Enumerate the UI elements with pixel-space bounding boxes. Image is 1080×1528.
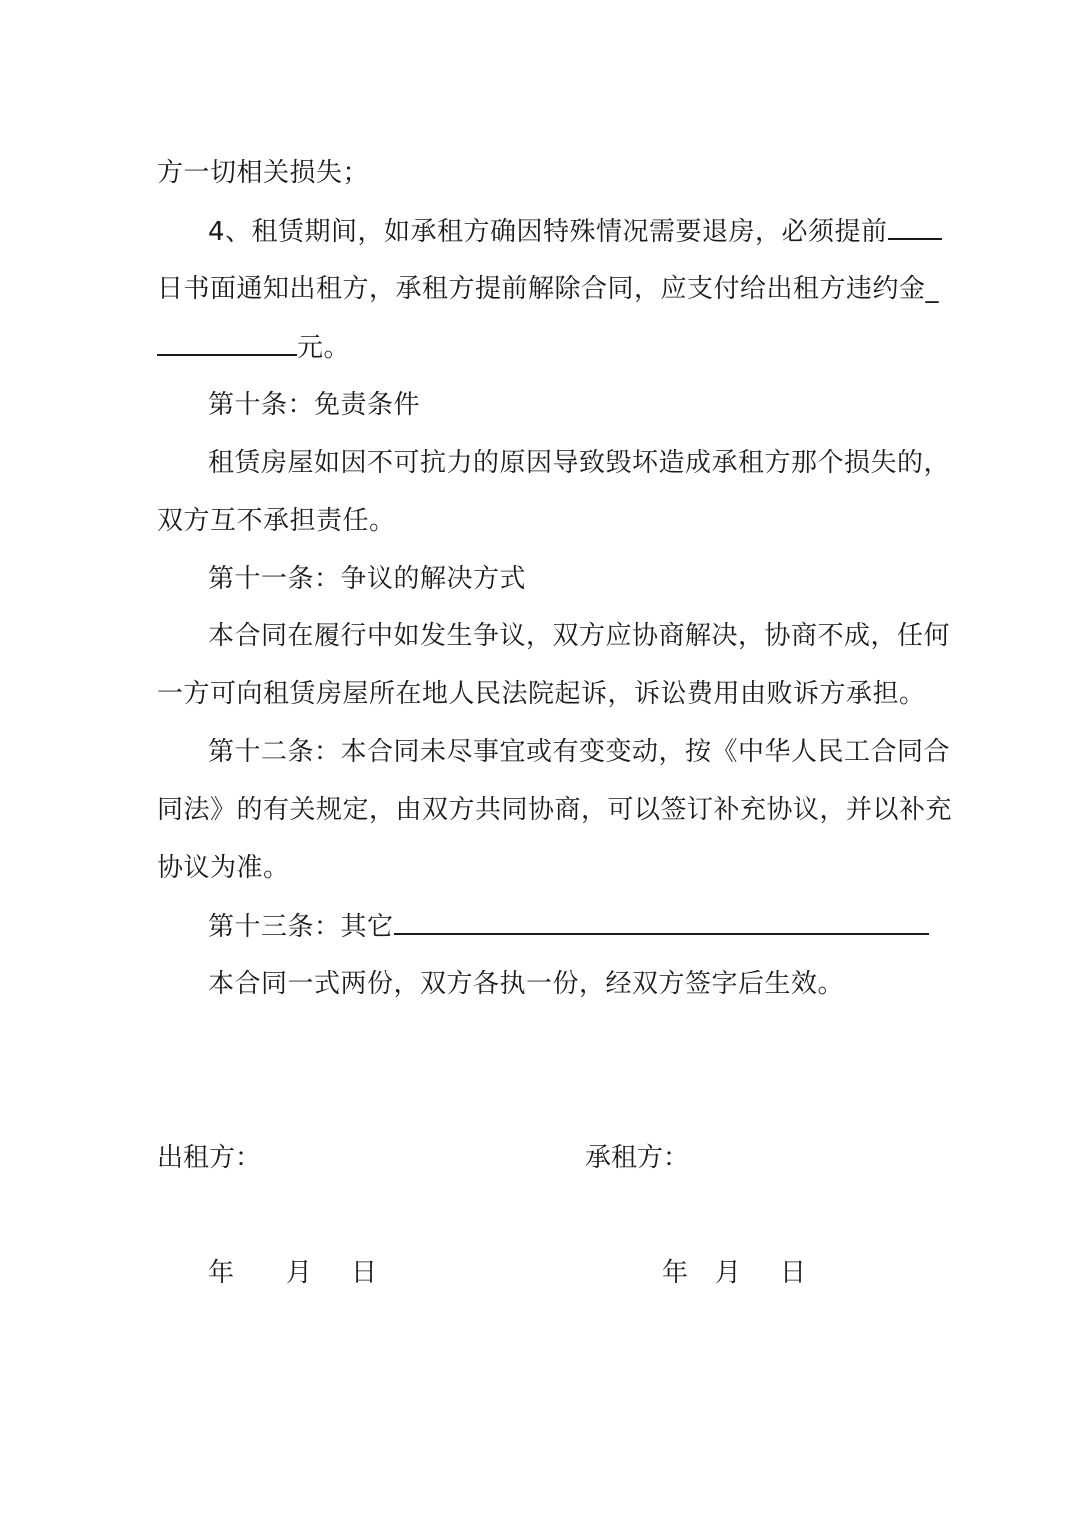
- paragraph-line: 日书面通知出租方，承租方提前解除合同，应支付给出租方违约金_: [157, 274, 940, 304]
- lessee-label: 承租方：: [585, 1143, 690, 1173]
- article-heading: 第十条：免责条件: [208, 390, 421, 420]
- paragraph-line: 一方可向租赁房屋所在地人民法院起诉，诉讼费用由败诉方承担。: [157, 679, 926, 709]
- paragraph-text: 4、租赁期间，如承租方确因特殊情况需要退房，必须提前: [208, 217, 888, 247]
- paragraph-line: [157, 330, 350, 365]
- paragraph-text: 元。: [297, 333, 351, 363]
- fill-in-blank: [157, 330, 297, 356]
- paragraph-line: 协议为准。: [157, 853, 290, 883]
- year-label: 年: [208, 1258, 235, 1288]
- day-label: 日: [351, 1258, 378, 1288]
- paragraph-line: 租赁房屋如因不可抗力的原因导致毁坏造成承租方那个损失的，: [208, 448, 951, 478]
- fill-in-blank: [888, 214, 942, 240]
- month-label: 月: [286, 1258, 313, 1288]
- lessor-label: 出租方：: [157, 1143, 262, 1173]
- fill-in-blank: [394, 909, 929, 935]
- paragraph-line: 同法》的有关规定，由双方共同协商，可以签订补充协议，并以补充: [157, 795, 953, 825]
- paragraph-line: [208, 214, 942, 249]
- paragraph-text: 第十三条：其它: [208, 912, 394, 942]
- paragraph-line: 双方互不承担责任。: [157, 506, 396, 536]
- article-heading: 第十一条：争议的解决方式: [208, 564, 527, 594]
- article-heading: [208, 909, 929, 944]
- paragraph-line: 本合同在履行中如发生争议，双方应协商解决，协商不成，任何: [208, 621, 951, 651]
- day-label: 日: [780, 1258, 807, 1288]
- year-label: 年: [662, 1258, 689, 1288]
- paragraph-line: 本合同一式两份，双方各执一份，经双方签字后生效。: [208, 969, 845, 999]
- paragraph-line: 第十二条：本合同未尽事宜或有变变动，按《中华人民工合同合: [208, 737, 951, 767]
- month-label: 月: [715, 1258, 742, 1288]
- paragraph-line: 方一切相关损失；: [157, 158, 370, 188]
